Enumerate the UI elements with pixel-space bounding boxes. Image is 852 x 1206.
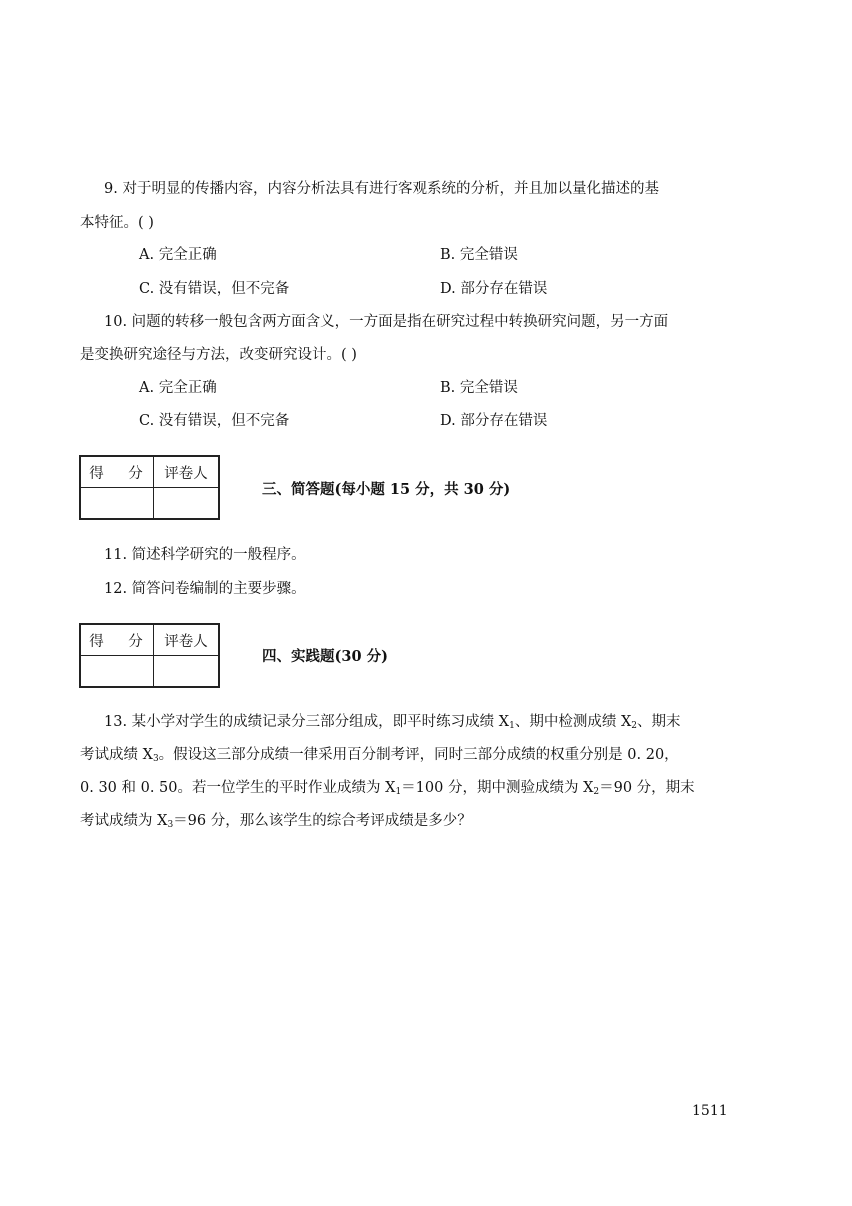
- score-label: 得 分: [80, 456, 154, 488]
- grader-cell: [154, 656, 220, 688]
- q10-line1: 10. 问题的转移一般包含两方面含义，一方面是指在研究过程中转换研究问题，另一方面: [104, 314, 669, 330]
- score-box-section3: [79, 455, 220, 520]
- q11: 11. 简述科学研究的一般程序。: [104, 547, 306, 563]
- score-cell: [80, 488, 154, 520]
- grader-label: 评卷人: [154, 624, 220, 656]
- q13-line4: 考试成绩为 $X_3=96$ 分，那么该学生的综合考评成绩是多少？: [80, 813, 472, 830]
- section4-title: 四、实践题(30 分): [262, 648, 388, 665]
- q9-line1: 9. 对于明显的传播内容，内容分析法具有进行客观系统的分析，并且加以量化描述的基: [104, 181, 659, 197]
- q9-option-a: A. 完全正确: [139, 247, 217, 263]
- score-box-section4: [79, 623, 220, 688]
- q10-option-d: D. 部分存在错误: [440, 413, 548, 429]
- grader-label: 评卷人: [154, 456, 220, 488]
- q13-line2: 考试成绩 $X_3$。假设这三部分成绩一律采用百分制考评，同时三部分成绩的权重分别是 0. 20，: [80, 747, 679, 764]
- q12: 12. 简答问卷编制的主要步骤。: [104, 581, 306, 597]
- q10-option-b: B. 完全错误: [440, 380, 518, 396]
- grader-cell: [154, 488, 220, 520]
- score-label: 得 分: [80, 624, 154, 656]
- q9-option-d: D. 部分存在错误: [440, 281, 548, 297]
- score-cell: [80, 656, 154, 688]
- q10-line2: 是变换研究途径与方法，改变研究设计。( ): [80, 347, 357, 363]
- q13-line3: 0. 30 和 0. 50。若一位学生的平时作业成绩为 $X_1=100$ 分，期中测验成绩为 $X_2=90$ 分，期末: [80, 780, 695, 797]
- q10-option-a: A. 完全正确: [139, 380, 217, 396]
- section3-title: 三、简答题(每小题 15 分，共 30 分): [262, 481, 511, 498]
- page-number: 1511: [692, 1103, 728, 1119]
- q13-line1: 13. 某小学对学生的成绩记录分三部分组成，即平时练习成绩 $X_1$、期中检测成绩 $X_2$、期末: [104, 714, 681, 731]
- q10-option-c: C. 没有错误，但不完备: [139, 413, 290, 429]
- q9-option-c: C. 没有错误，但不完备: [139, 281, 290, 297]
- q9-option-b: B. 完全错误: [440, 247, 518, 263]
- q9-line2: 本特征。( ): [80, 215, 154, 231]
